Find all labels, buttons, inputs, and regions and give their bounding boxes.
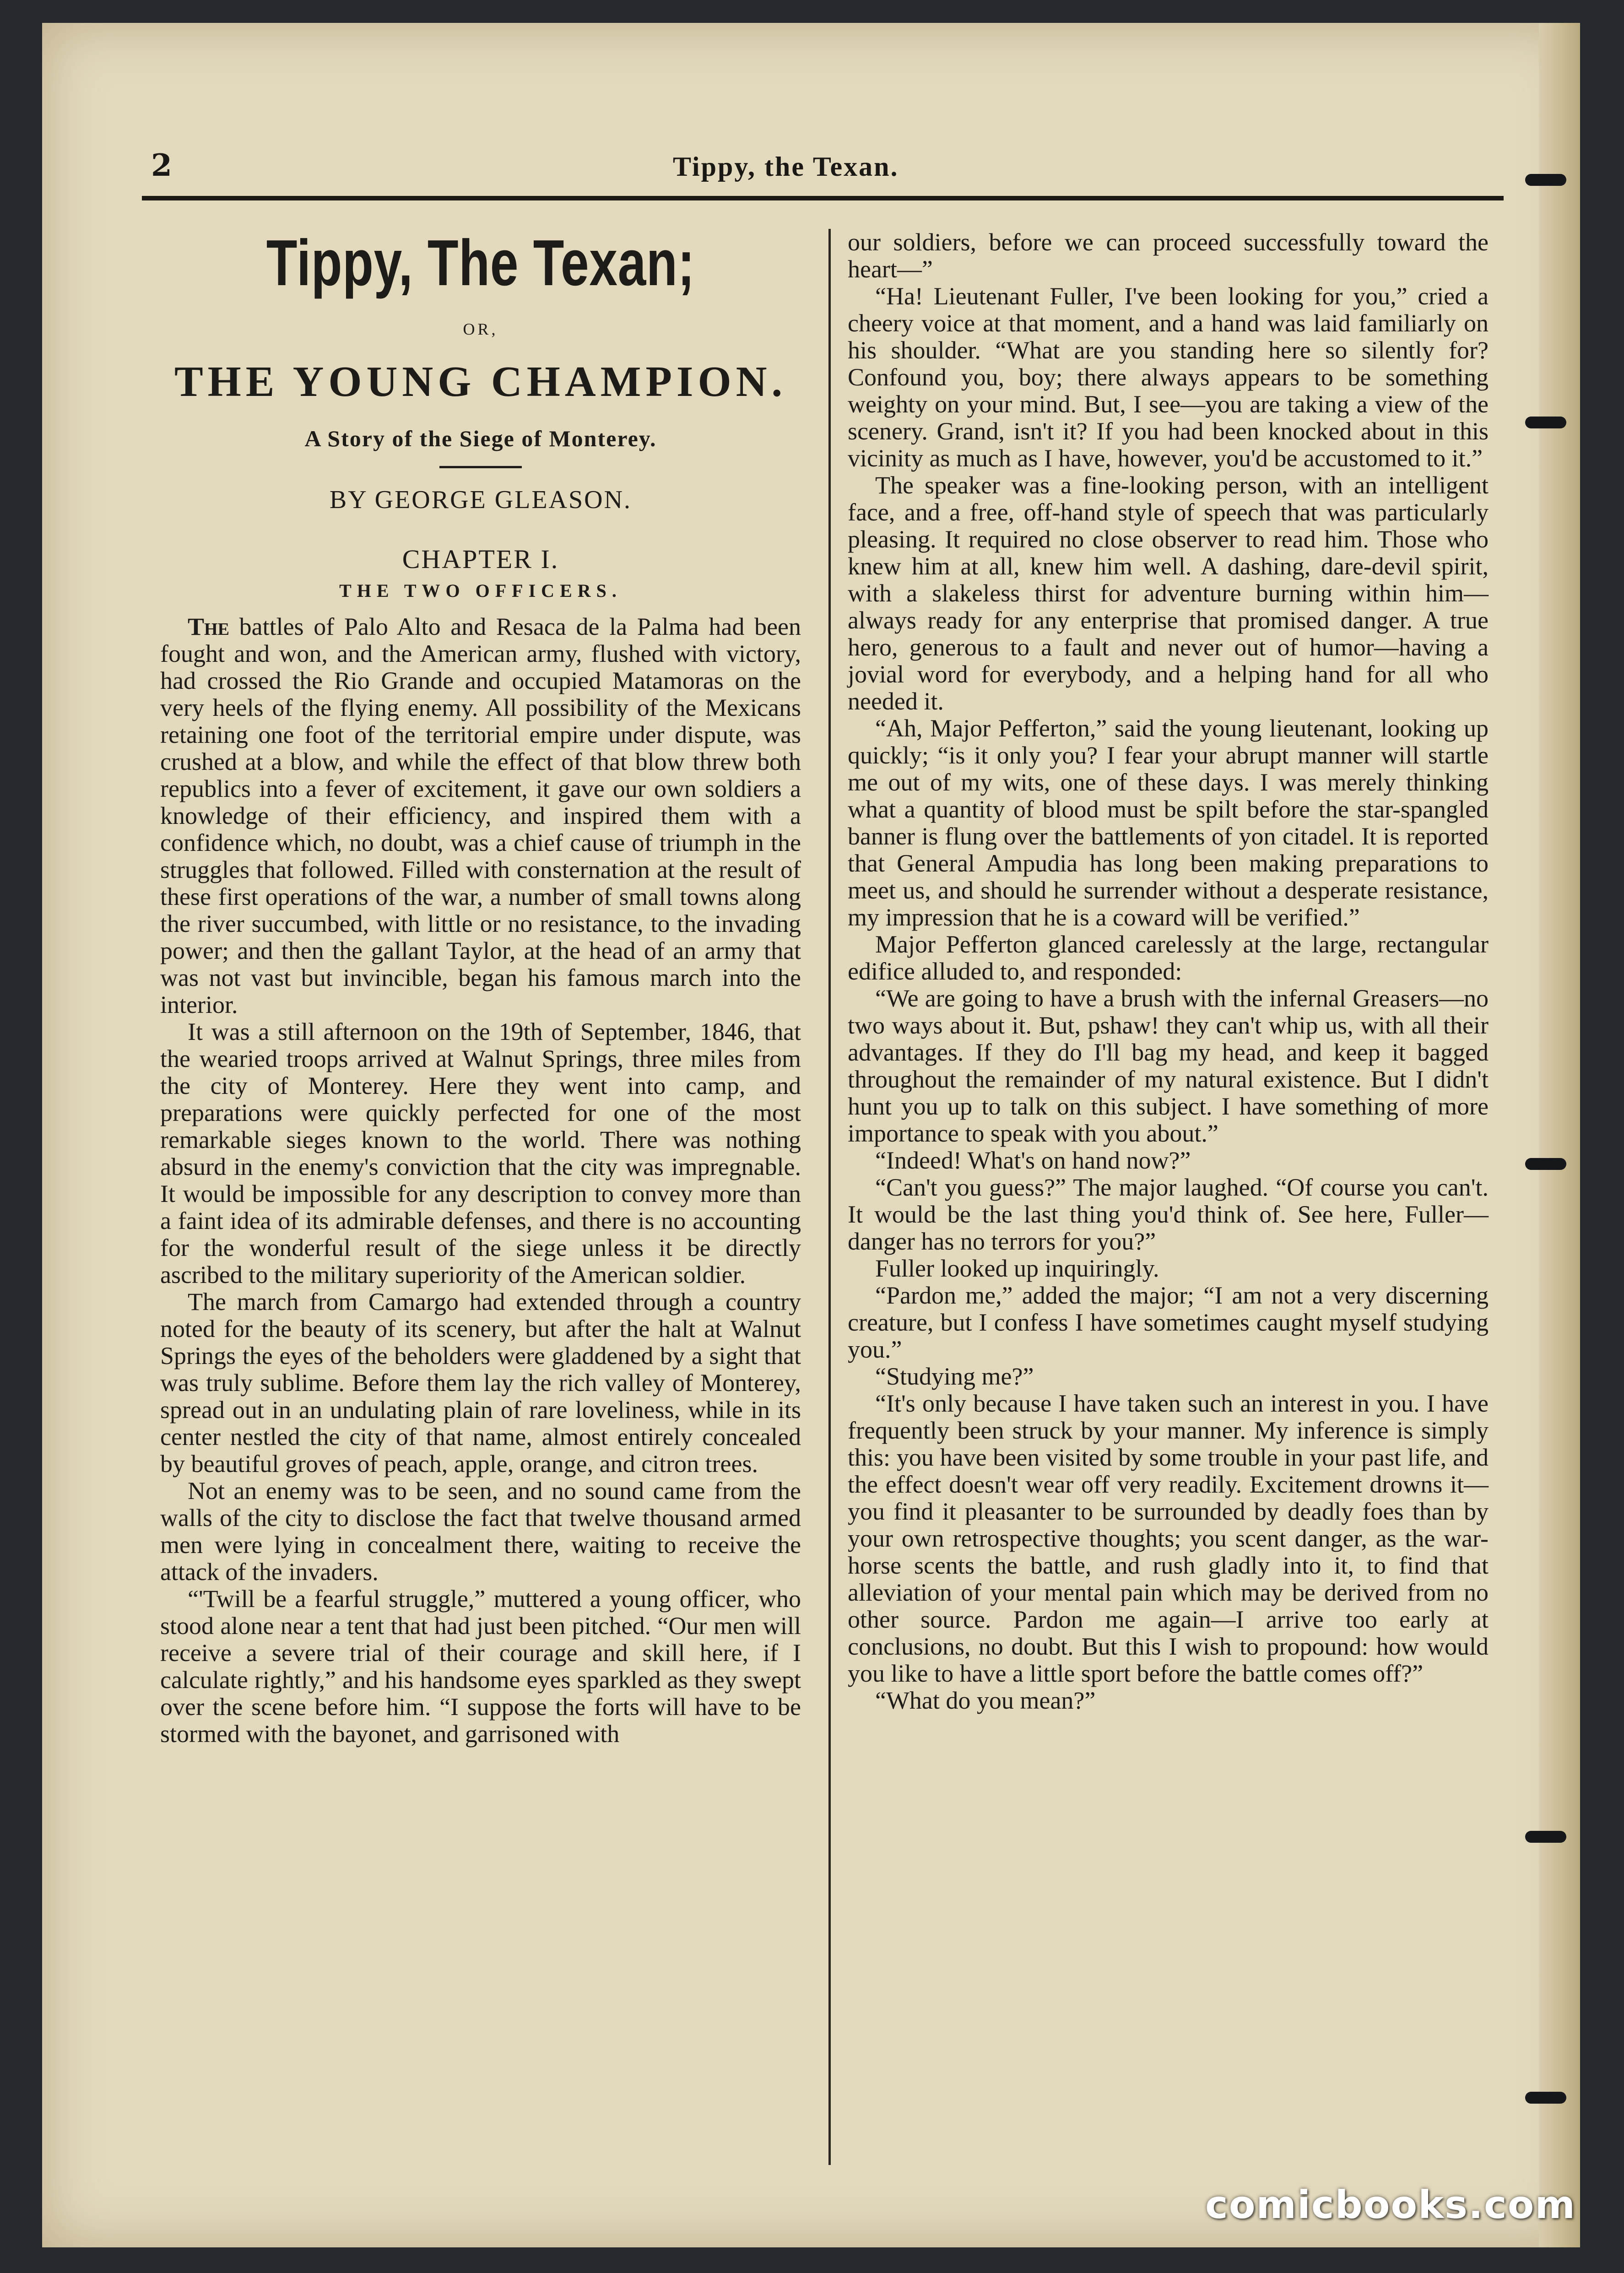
right-column: [848, 229, 1489, 1714]
left-column: [160, 224, 801, 1748]
paragraph: our soldiers, before we can proceed successfully toward the heart—”: [848, 228, 1489, 283]
story-subtitle: THE YOUNG CHAMPION.: [174, 358, 787, 406]
watermark: comicbooks.com: [1205, 2182, 1576, 2227]
paragraph: Fuller looked up inquiringly.: [875, 1255, 1159, 1282]
dropcap-word: The: [188, 613, 229, 640]
paragraph: The march from Camargo had extended through a country noted for the beauty of its scenery, but after the halt at Walnut Springs the eyes of the beholders were gladdened by a sight that was truly sublime. Before them lay the rich valley of Monterey, spread out in an undulating plain of rare loveliness, while in its center nestled the city of that name, almost entirely concealed by beautiful groves of peach, apple, orange, and citron trees.: [160, 1288, 801, 1477]
column-divider: [828, 229, 831, 2165]
staple: [1525, 1831, 1566, 1843]
paragraph: “We are going to have a brush with the infernal Greasers—no two ways about it. But, pshaw! they can't whip us, with all their advantages. If they do I'll bag my head, and keep it bagged throughout the remainder of my natural existence. But I didn't hunt you up to talk on this subject. I have something of more importance to speak with you about.”: [848, 985, 1489, 1147]
staple: [1525, 2092, 1566, 2104]
paragraph: “Ha! Lieutenant Fuller, I've been looking for you,” cried a cheery voice at that moment, and a hand was laid familiarly on his shoulder. “What are you standing here so silently for? Confound you, boy; there always appears to be something weighty on your mind. But, I see—you are taking a view of the scenery. Grand, isn't it? If you had been knocked about in this vicinity as much as I have, however, you'd be accustomed to it.”: [848, 282, 1489, 472]
paragraph: “What do you mean?”: [875, 1687, 1096, 1714]
paragraph: “Can't you guess?” The major laughed. “Of course you can't. It would be the last thing you'd think of. See here, Fuller—danger has no terrors for you?”: [848, 1174, 1489, 1255]
title-rule: [439, 466, 522, 468]
page-spine: [1539, 23, 1580, 2247]
paragraph: “Ah, Major Pefferton,” said the young lieutenant, looking up quickly; “is it only you? I fear your abrupt manner will startle me out of my wits, one of these days. I was merely thinking what a quantity of blood must be spilt before the star-spangled banner is flung over the battlements of yon citadel. It is reported that General Ampudia has long been making preparations to meet us, and should he surrender without a desperate resistance, my impression that he is a coward will be verified.”: [848, 714, 1489, 931]
page-header: [142, 146, 1504, 200]
paragraph: Major Pefferton glanced carelessly at the large, rectangular edifice alluded to, and responded:: [848, 931, 1489, 985]
paragraph: “'Twill be a fearful struggle,” muttered a young officer, who stood alone near a tent that had just been pitched. “Our men will receive a severe trial of their courage and skill here, if I calculate rightly,” and his handsome eyes sparkled as they swept over the scene before him. “I suppose the forts will have to be stormed with the bayonet, and garrisoned with: [160, 1585, 801, 1748]
story-or: OR,: [463, 320, 498, 338]
paragraph: “Indeed! What's on hand now?”: [875, 1147, 1191, 1174]
story-tagline: A Story of the Siege of Monterey.: [304, 426, 657, 451]
paragraph: “It's only because I have taken such an interest in you. I have frequently been struck by your manner. My inference is simply this: you have been visited by some trouble in your past life, and the effect doesn't wear off very readily. Excitement drowns it—you find it pleasanter to be surrounded by deadly foes than by your own retrospective thoughts; you scent danger, as the war-horse scents the battle, and rush gladly into it, to find that alleviation of your mental pain which may be derived from no other source. Pardon me again—I arrive too early at conclusions, no doubt. But this I wish to propound: how would you like to have a little sport before the battle comes off?”: [848, 1390, 1489, 1687]
staple: [1525, 174, 1566, 186]
paragraph: The speaker was a fine-looking person, with an intelligent face, and a free, off-hand style of speech that was particularly pleasing. It required no close observer to read him. Those who knew him at all, knew him well. A dashing, dare-devil spirit, with a slakeless thirst for adventure burning within him—always ready for any enterprise that promised danger. A true hero, generous to a fault and never out of humor—having a jovial word for everybody, and a helping hand for all who needed it.: [848, 471, 1489, 715]
paragraph: “Studying me?”: [875, 1363, 1034, 1390]
chapter-heading: CHAPTER I.: [402, 544, 559, 574]
paragraph: “Pardon me,” added the major; “I am not a very discerning creature, but I confess I have sometimes caught myself studying you.”: [848, 1282, 1489, 1363]
paragraph: It was a still afternoon on the 19th of September, 1846, that the wearied troops arrived at Walnut Springs, three miles from the city of Monterey. Here they went into camp, and preparations were quickly perfected for one of the most remarkable sieges known to the world. There was nothing absurd in the enemy's conviction that the city was impregnable. It would be impossible for any description to convey more than a faint idea of its admirable defenses, and there is no accounting for the wonderful result of the siege unless it be directly ascribed to the military superiority of the American soldier.: [160, 1018, 801, 1288]
running-head: Tippy, the Texan.: [673, 152, 899, 182]
staple: [1525, 1158, 1566, 1170]
paragraph: [160, 613, 801, 1018]
paragraph: Not an enemy was to be seen, and no sound came from the walls of the city to disclose the fact that twelve thousand armed men were lying in concealment there, waiting to receive the attack of the invaders.: [160, 1477, 801, 1586]
chapter-title: THE TWO OFFICERS.: [339, 580, 622, 601]
story-title: Tippy, The Texan;: [266, 227, 695, 299]
magazine-page: [42, 23, 1580, 2247]
paragraph-text: battles of Palo Alto and Resaca de la Palma had been fought and won, and the American army, flushed with victory, had crossed the Rio Grande and occupied Matamoras on the very heels of the flying enemy. All possibility of the Mexicans retaining one foot of the territorial empire under dispute, was crushed at a blow, and while the effect of that blow threw both republics into a fever of excitement, it gave our own soldiers a knowledge of their efficiency, and inspired them with a confidence which, no doubt, was a chief cause of triumph in the struggles that followed. Filled with consternation at the result of these first operations of the war, a number of small towns along the river succumbed, with little or no resistance, to the invading power; and then the gallant Taylor, at the head of an army that was not vast but invincible, began his famous march into the interior.: [160, 613, 801, 1018]
story-byline: BY GEORGE GLEASON.: [329, 486, 632, 514]
staple: [1525, 417, 1566, 428]
page-number: 2: [151, 147, 172, 183]
